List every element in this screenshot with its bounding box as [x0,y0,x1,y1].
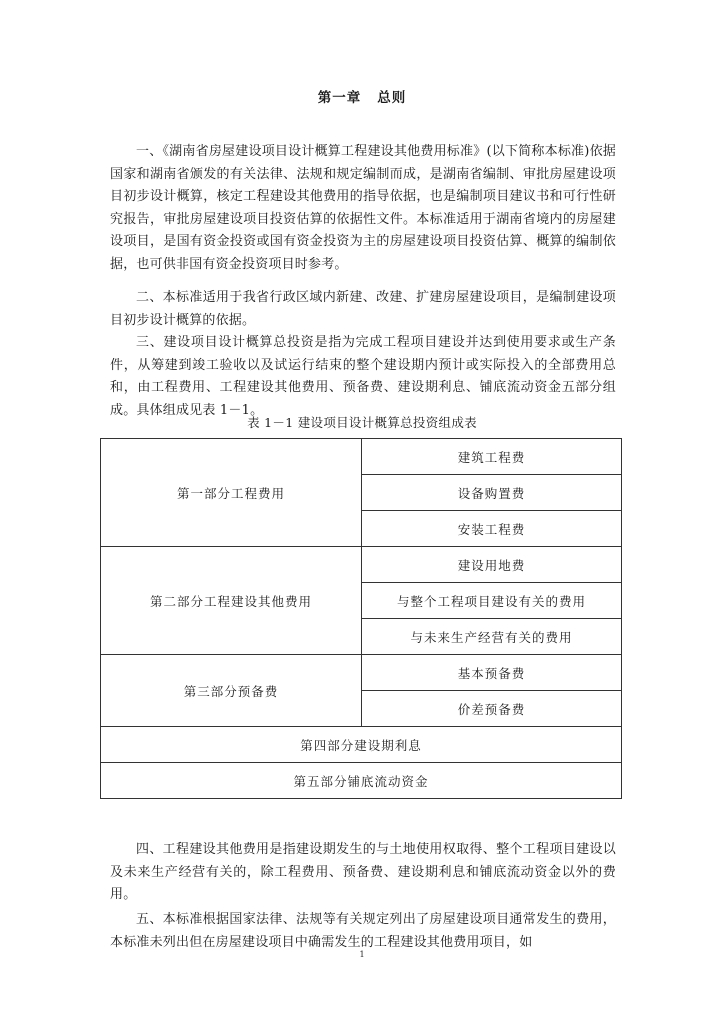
item-cell: 与未来生产经营有关的费用 [362,619,622,655]
item-cell: 安装工程费 [362,511,622,547]
item-cell: 与整个工程项目建设有关的费用 [362,583,622,619]
chapter-name: 总则 [377,90,407,106]
item-cell: 建筑工程费 [362,439,622,475]
item-cell: 建设用地费 [362,547,622,583]
investment-composition-table [100,438,622,799]
table-caption: 表 1－1 建设项目设计概算总投资组成表 [247,415,477,430]
page-number: 1 [359,950,365,959]
paragraph-2: 二、本标准适用于我省行政区域内新建、改建、扩建房屋建设项目，是编制建设项目初步设计概算的依据。 [110,290,616,328]
part-4-cell: 第四部分建设期利息 [101,727,622,763]
paragraph-4: 四、工程建设其他费用是指建设期发生的与土地使用权取得、整个工程项目建设以及未来生产经营有关的，除工程费用、预备费、建设期利息和铺底流动资金以外的费用。 [110,842,616,903]
table-row [101,547,622,583]
table-row [101,439,622,475]
table-row [101,727,622,763]
part-5-cell: 第五部分铺底流动资金 [101,763,622,799]
part-2-cell: 第二部分工程建设其他费用 [101,547,362,655]
item-cell: 基本预备费 [362,655,622,691]
item-cell: 设备购置费 [362,475,622,511]
chapter-title [0,86,724,106]
table-row [101,655,622,691]
chapter-number: 第一章 [317,90,362,106]
paragraph-3: 三、建设项目设计概算总投资是指为完成工程项目建设并达到使用要求或生产条件，从筹建到竣工验收以及试运行结束的整个建设期内预计或实际投入的全部费用总和，由工程费用、工程建设其他费用、预备费、建设期利息、铺底流动资金五部分组成。具体组成见表 1－1。 [110,335,616,418]
item-cell: 价差预备费 [362,691,622,727]
table-row [101,763,622,799]
part-3-cell: 第三部分预备费 [101,655,362,727]
paragraph-5: 五、本标准根据国家法律、法规等有关规定列出了房屋建设项目通常发生的费用，本标准未列出但在房屋建设项目中确需发生的工程建设其他费用项目，如 [110,912,616,950]
paragraph-1: 一、《湖南省房屋建设项目设计概算工程建设其他费用标准》(以下简称本标准)依据国家和湖南省颁发的有关法律、法规和规定编制而成，是湖南省编制、审批房屋建设项目初步设计概算，核定工程建设其他费用的指导依据，也是编制项目建议书和可行性研究报告，审批房屋建设项目投资估算的依据性文件。本标准适用于湖南省境内的房屋建设项目，是国有资金投资或国有资金投资为主的房屋建设项目投资估算、概算的编制依据，也可供非国有资金投资项目时参考。 [110,144,616,272]
part-1-cell: 第一部分工程费用 [101,439,362,547]
